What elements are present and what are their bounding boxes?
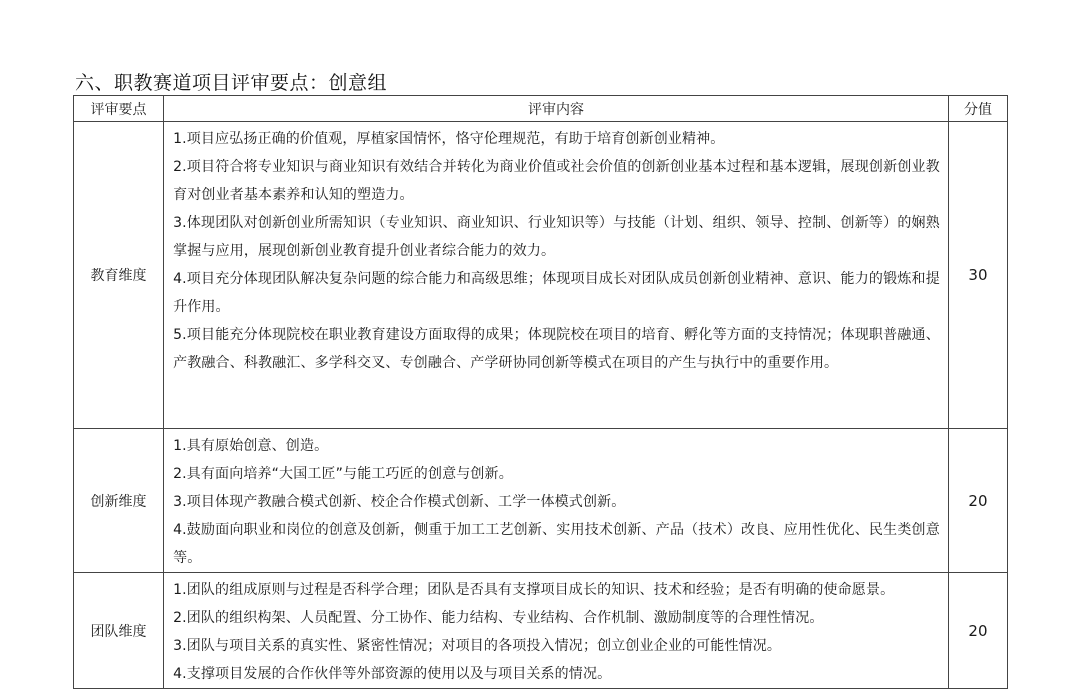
criteria-item: 2.团队的组织构架、人员配置、分工协作、能力结构、专业结构、合作机制、激励制度等的合理性情况。 [173,610,824,626]
criteria-item: 2.具有面向培养“大国工匠”与能工巧匠的创意与创新。 [173,466,513,482]
criteria-item: 2.项目符合将专业知识与商业知识有效结合并转化为商业价值或社会价值的创新创业基本过程和基本逻辑，展现创新创业教育对创业者基本素养和认知的塑造力。 [173,159,940,203]
review-criteria-table [73,95,1008,689]
criteria-item: 1.项目应弘扬正确的价值观，厚植家国情怀，恪守伦理规范，有助于培育创新创业精神。 [173,131,725,147]
criteria-item: 3.团队与项目关系的真实性、紧密性情况；对项目的各项投入情况；创立创业企业的可能性情况。 [173,638,782,654]
header-score: 分值 [948,96,1007,122]
score-cell: 20 [948,429,1007,573]
criteria-item: 1.团队的组成原则与过程是否科学合理；团队是否具有支撑项目成长的知识、技术和经验；是否有明确的使命愿景。 [173,582,895,598]
score-cell: 20 [948,573,1007,689]
table-header-row [74,96,1008,122]
criteria-item: 4.支撑项目发展的合作伙伴等外部资源的使用以及与项目关系的情况。 [173,666,612,682]
header-dimension: 评审要点 [74,96,164,122]
criteria-item: 1.具有原始创意、创造。 [173,438,329,454]
criteria-list [173,576,940,688]
content-cell [164,573,949,689]
criteria-item: 5.项目能充分体现院校在职业教育建设方面取得的成果；体现院校在项目的培育、孵化等方面的支持情况；体现职普融通、产教融合、科教融汇、多学科交叉、专创融合、产学研协同创新等模式在项目的产生与执行中的重要作用。 [173,327,940,371]
dimension-cell: 团队维度 [74,573,164,689]
dimension-cell: 教育维度 [74,122,164,429]
content-cell [164,122,949,429]
table-row-innovation [74,429,1008,573]
criteria-item: 4.项目充分体现团队解决复杂问题的综合能力和高级思维；体现项目成长对团队成员创新创业精神、意识、能力的锻炼和提升作用。 [173,271,940,315]
dimension-cell: 创新维度 [74,429,164,573]
criteria-list [173,125,940,377]
page-title: 六、职教赛道项目评审要点：创意组 [75,72,388,94]
content-cell [164,429,949,573]
criteria-item: 3.项目体现产教融合模式创新、校企合作模式创新、工学一体模式创新。 [173,494,626,510]
table-row-education [74,122,1008,429]
table-row-team [74,573,1008,689]
criteria-item: 4.鼓励面向职业和岗位的创意及创新，侧重于加工工艺创新、实用技术创新、产品（技术）改良、应用性优化、民生类创意等。 [173,522,940,566]
criteria-item: 3.体现团队对创新创业所需知识（专业知识、商业知识、行业知识等）与技能（计划、组织、领导、控制、创新等）的娴熟掌握与应用，展现创新创业教育提升创业者综合能力的效力。 [173,215,940,259]
score-cell: 30 [948,122,1007,429]
header-content: 评审内容 [164,96,949,122]
criteria-list [173,432,940,572]
